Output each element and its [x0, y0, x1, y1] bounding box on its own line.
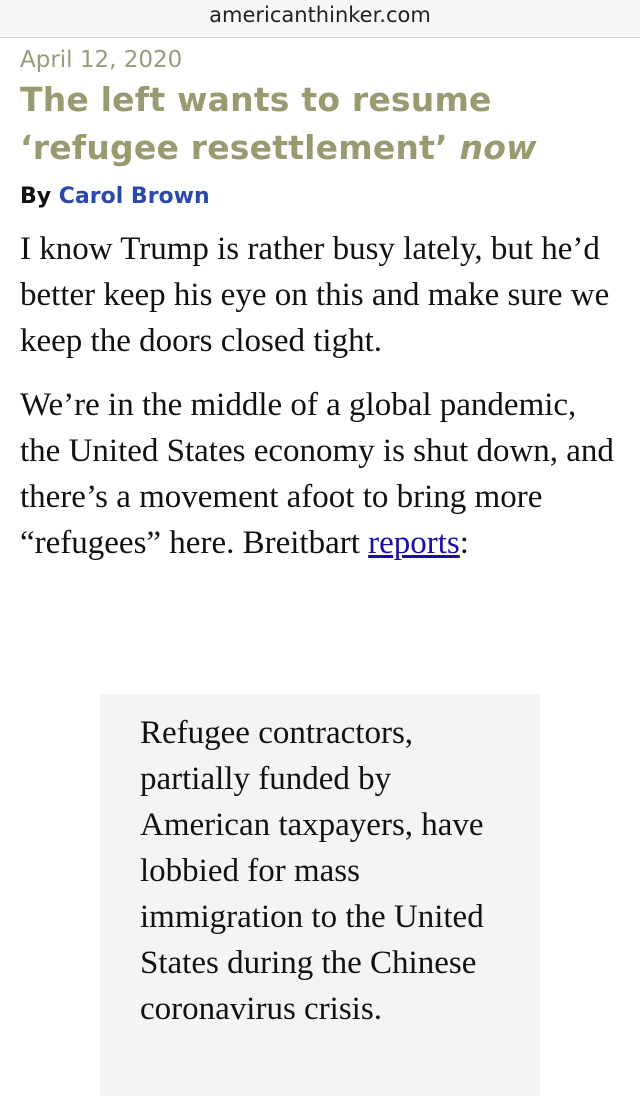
- blockquote: [100, 694, 540, 1096]
- url-text[interactable]: americanthinker.com: [209, 3, 431, 27]
- article: [20, 44, 620, 566]
- paragraph-2-text: We’re in the middle of a global pandemic, the United States economy is shut down, and there’s a movement afoot to bring more “refugees” here. Breitbart: [20, 387, 614, 561]
- blockquote-text: Refugee contractors, partially funded by American taxpayers, have lobbied for mass immigration to the United States during the Chinese coronavirus crisis.: [140, 715, 484, 1027]
- article-date: April 12, 2020: [20, 47, 183, 73]
- article-paragraph-1: I know Trump is rather busy lately, but he’d better keep his eye on this and make sure we keep the doors closed tight.: [20, 231, 610, 359]
- paragraph-2-end: :: [459, 525, 469, 561]
- browser-url-bar[interactable]: [0, 0, 640, 38]
- title-emphasis: now: [459, 128, 537, 167]
- reports-link[interactable]: reports: [368, 525, 460, 561]
- byline-prefix: By: [20, 184, 52, 209]
- article-paragraph-2: [20, 382, 620, 566]
- author-link[interactable]: Carol Brown: [58, 184, 210, 209]
- title-line-1: The left wants to resume: [20, 80, 492, 119]
- article-title: [20, 76, 620, 172]
- byline: [20, 182, 620, 212]
- title-line-2: ‘refugee resettlement’: [20, 128, 448, 167]
